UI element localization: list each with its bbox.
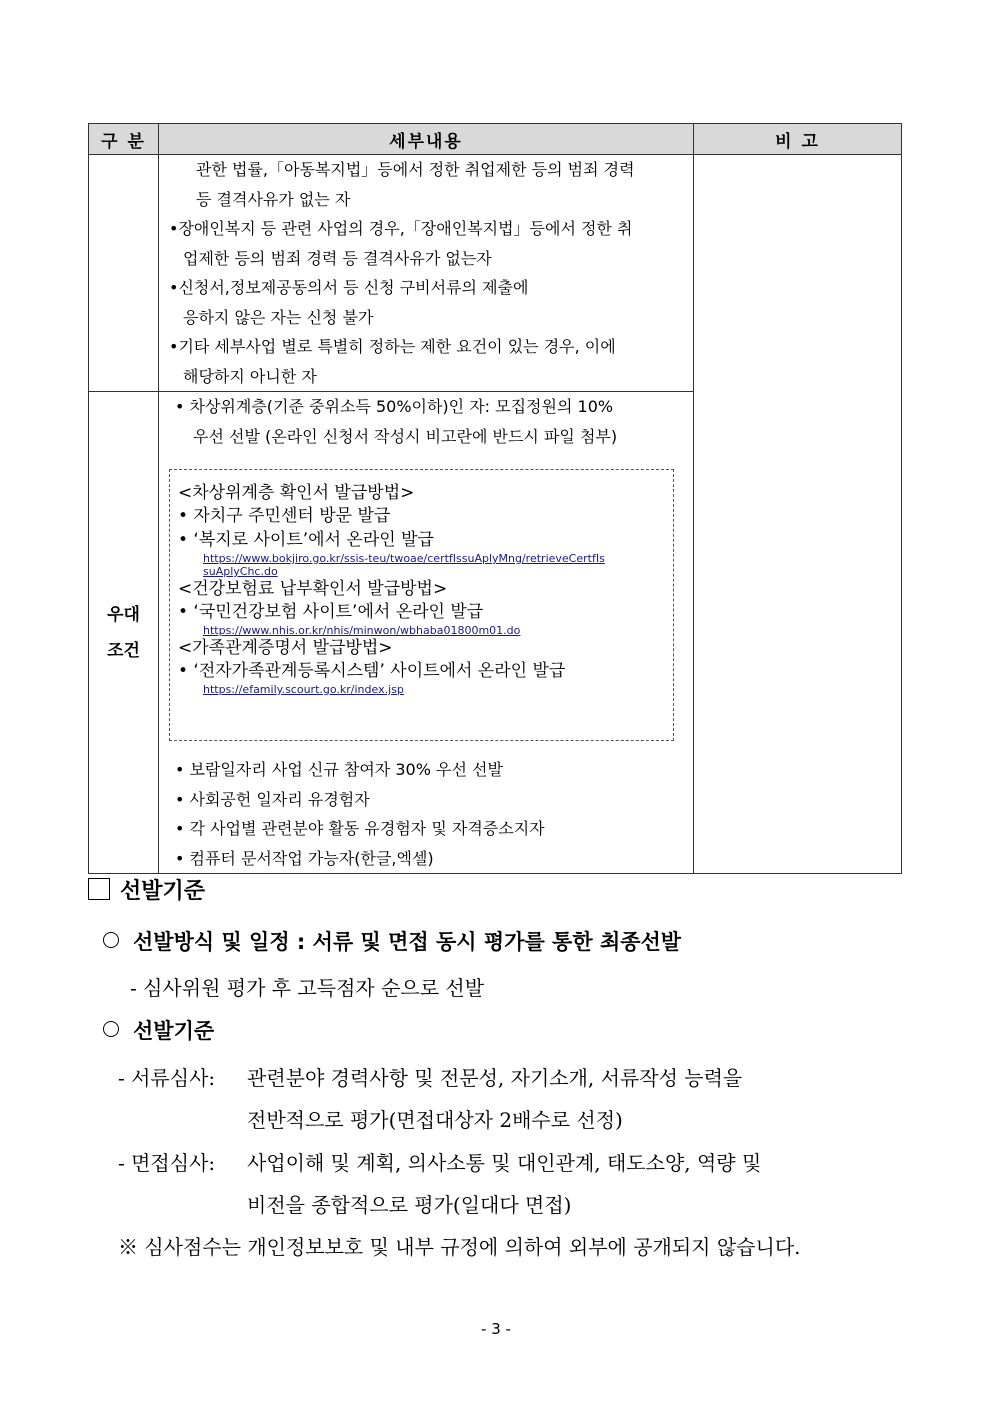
document-review-line: 관련분야 경력사항 및 전문성, 자기소개, 서류작성 능력을 bbox=[247, 1066, 743, 1090]
row-content bbox=[159, 392, 694, 874]
nhis-link[interactable]: https://www.nhis.or.kr/nhis/minwon/wbhaba01800m01.do bbox=[203, 624, 521, 637]
info-item: • ‘복지로 사이트’에서 온라인 발급 bbox=[178, 530, 434, 550]
confidentiality-note: ※ 심사점수는 개인정보보호 및 내부 규정에 의하여 외부에 공개되지 않습니다. bbox=[118, 1235, 801, 1259]
issuance-info-box bbox=[169, 469, 674, 741]
info-item: • ‘전자가족관계등록시스템’ 사이트에서 온라인 발급 bbox=[178, 661, 566, 681]
content-line: • 차상위계층(기준 중위소득 50%이하)인 자: 모집정원의 10% bbox=[175, 397, 614, 416]
interview-review-line: 비전을 종합적으로 평가(일대다 면접) bbox=[247, 1193, 572, 1217]
row-label bbox=[89, 155, 159, 392]
label-line: 조건 bbox=[107, 640, 140, 661]
efamily-link[interactable]: https://efamily.scourt.go.kr/index.jsp bbox=[203, 683, 404, 696]
content-line: • 보람일자리 사업 신규 참여자 30% 우선 선발 bbox=[175, 760, 503, 779]
content-line: 해당하지 아니한 자 bbox=[183, 366, 317, 386]
selection-method-text: 선발방식 및 일정 : 서류 및 면접 동시 평가를 통한 최종선발 bbox=[133, 930, 682, 954]
selection-criteria-text: 선발기준 bbox=[133, 1019, 215, 1043]
table-row bbox=[89, 155, 902, 392]
header-remarks: 비 고 bbox=[694, 124, 902, 155]
info-heading: <가족관계증명서 발급방법> bbox=[178, 638, 393, 658]
row-content bbox=[159, 155, 694, 392]
eligibility-table bbox=[88, 123, 902, 874]
circle-bullet-icon bbox=[103, 932, 119, 948]
bokjiro-link-cont[interactable]: suAplyChc.do bbox=[203, 565, 278, 578]
content-line: 응하지 않은 자는 신청 불가 bbox=[183, 307, 374, 327]
circle-bullet-icon bbox=[103, 1021, 119, 1037]
info-heading: <건강보험료 납부확인서 발급방법> bbox=[178, 579, 448, 599]
row-label-preferential bbox=[89, 392, 159, 874]
selection-method-sub: - 심사위원 평가 후 고득점자 순으로 선발 bbox=[130, 976, 485, 1000]
selection-method bbox=[103, 923, 681, 961]
section-title-text: 선발기준 bbox=[120, 879, 206, 904]
content-line: 등 결격사유가 없는 자 bbox=[196, 189, 351, 209]
section-title bbox=[88, 872, 205, 912]
content-line: • 사회공헌 일자리 유경험자 bbox=[175, 789, 370, 809]
header-details: 세부내용 bbox=[159, 124, 694, 155]
info-item: • ‘국민건강보험 사이트’에서 온라인 발급 bbox=[178, 602, 484, 622]
remarks-cell bbox=[694, 155, 902, 874]
document-review-label: - 서류심사: bbox=[118, 1066, 216, 1090]
info-item: • 자치구 주민센터 방문 발급 bbox=[178, 506, 391, 526]
content-line: • 각 사업별 관련분야 활동 유경험자 및 자격증소지자 bbox=[175, 819, 545, 838]
content-line: •기타 세부사업 별로 특별히 정하는 제한 요건이 있는 경우, 이에 bbox=[169, 337, 616, 356]
header-category: 구 분 bbox=[89, 124, 159, 155]
content-line: 업제한 등의 범죄 경력 등 결격사유가 없는자 bbox=[183, 248, 492, 268]
content-line: •장애인복지 등 관련 사업의 경우,「장애인복지법」등에서 정한 취 bbox=[169, 219, 633, 238]
content-line: 우선 선발 (온라인 신청서 작성시 비고란에 반드시 파일 첨부) bbox=[193, 426, 618, 446]
document-review-line: 전반적으로 평가(면접대상자 2배수로 선정) bbox=[247, 1108, 623, 1132]
bokjiro-link[interactable]: https://www.bokjiro.go.kr/ssis-teu/twoae/certfIssuAplyMng/retrieveCertfIs bbox=[203, 552, 605, 565]
info-heading: <차상위계층 확인서 발급방법> bbox=[178, 483, 415, 503]
content-line: • 컴퓨터 문서작업 가능자(한글,엑셀) bbox=[175, 848, 434, 868]
selection-criteria bbox=[103, 1012, 214, 1050]
label-line: 우대 bbox=[107, 604, 140, 625]
page-number: - 3 - bbox=[481, 1320, 511, 1338]
interview-review-line: 사업이해 및 계획, 의사소통 및 대인관계, 태도소양, 역량 및 bbox=[247, 1151, 762, 1175]
content-line: 관한 법률,「아동복지법」등에서 정한 취업제한 등의 범죄 경력 bbox=[196, 160, 635, 179]
interview-review-label: - 면접심사: bbox=[118, 1151, 216, 1175]
checkbox-square-icon bbox=[88, 878, 110, 900]
content-line: •신청서,정보제공동의서 등 신청 구비서류의 제출에 bbox=[169, 278, 529, 297]
